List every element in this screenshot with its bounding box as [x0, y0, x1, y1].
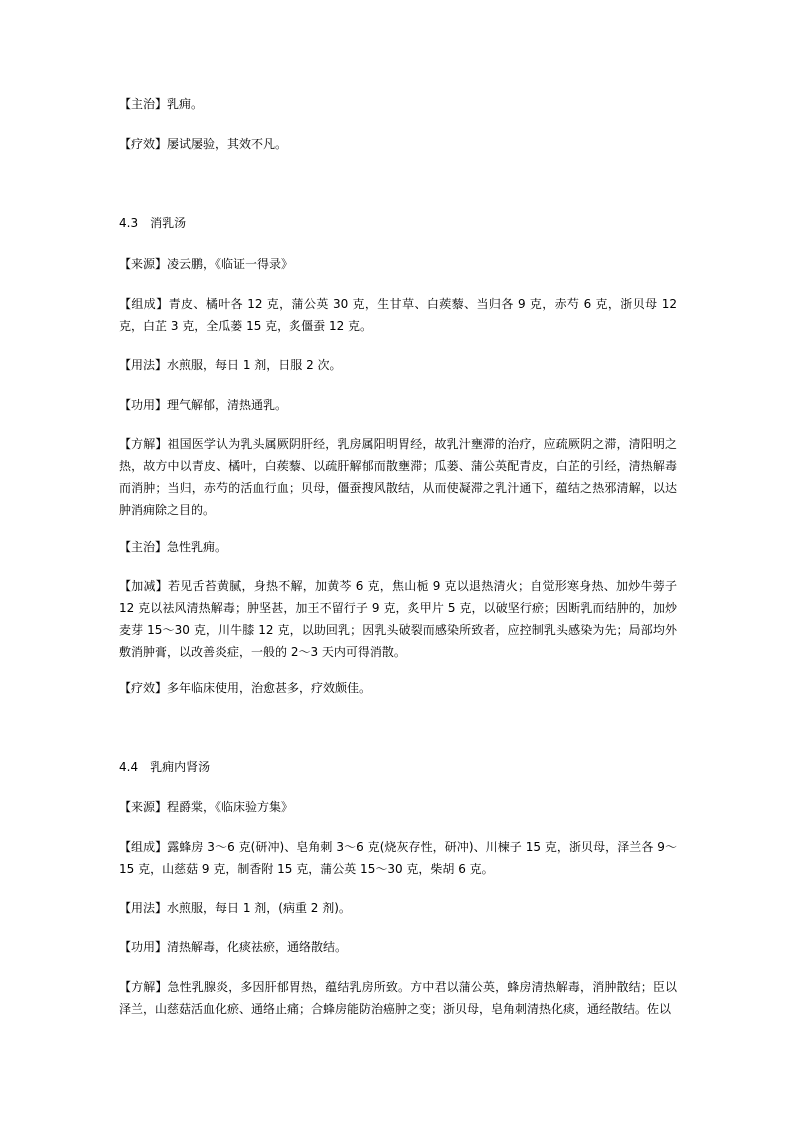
zhuzhi-paragraph: 【主治】急性乳痈。	[119, 540, 228, 554]
liaoxiao-paragraph: 【疗效】多年临床使用，治愈甚多，疗效颇佳。	[119, 681, 372, 695]
laiyuan-paragraph: 【来源】凌云鹏，《临证一得录》	[119, 257, 294, 271]
gongyong-paragraph: 【功用】理气解郁，清热通乳。	[119, 398, 288, 412]
yongfa-paragraph: 【用法】水煎服，每日 1 剂，日服 2 次。	[119, 358, 342, 372]
yongfa-paragraph: 【用法】水煎服，每日 1 剂，(病重 2 剂)。	[119, 901, 351, 915]
section-heading-4-3: 4.3 消乳汤	[119, 216, 187, 230]
zucheng-paragraph: 【组成】露蜂房 3～6 克(研冲)、皂角刺 3～6 克(烧灰存性，研冲)、川楝子 15 克，浙贝母，泽兰各 9～15 克，山慈菇 9 克，制香附 15 克，蒲公英 15～30 克，柴胡 6 克。	[119, 840, 677, 876]
liaoxiao-paragraph: 【疗效】屡试屡验，其效不凡。	[119, 137, 288, 151]
jiajian-paragraph: 【加减】若见舌苔黄腻，身热不解，加黄芩 6 克，焦山栀 9 克以退热清火；自觉形寒身热、加炒牛蒡子 12 克以祛风清热解毒；肿坚甚，加王不留行子 9 克，炙甲片 5 克，以破坚行瘀；因断乳而结肿的，加炒麦芽 15～30 克，川牛膝 12 克，以助回乳；因乳头破裂而感染所致者，应控制乳头感染为先；局部均外敷消肿膏，以改善炎症，一般的 2～3 天内可得消散。	[119, 579, 677, 659]
gongyong-paragraph: 【功用】清热解毒，化痰祛瘀，通络散结。	[119, 940, 348, 954]
zhuzhi-paragraph: 【主治】乳痈。	[119, 97, 204, 111]
zucheng-paragraph: 【组成】青皮、橘叶各 12 克，蒲公英 30 克，生甘草、白蒺藜、当归各 9 克，赤芍 6 克，浙贝母 12 克，白芷 3 克，全瓜蒌 15 克，炙僵蚕 12 克。	[119, 297, 677, 333]
section-heading-4-4: 4.4 乳痈内肾汤	[119, 760, 211, 774]
fangjie-paragraph: 【方解】祖国医学认为乳头属厥阴肝经，乳房属阳明胃经，故乳汁壅滞的治疗，应疏厥阴之滞，清阳明之热，故方中以青皮、橘叶，白蒺藜、以疏肝解郁而散壅滞；瓜蒌、蒲公英配青皮，白芷的引经，清热解毒而消肿；当归，赤芍的活血行血；贝母，僵蚕搜风散结，从而使凝滞之乳汁通下，蕴结之热邪清解，以达肿消痈除之目的。	[119, 437, 677, 517]
fangjie-paragraph: 【方解】急性乳腺炎，多因肝郁胃热，蕴结乳房所致。方中君以蒲公英，蜂房清热解毒，消肿散结；臣以泽兰，山慈菇活血化瘀、通络止痛；合蜂房能防治癌肿之变；浙贝母，皂角刺清热化痰，通经散结。佐以	[119, 980, 677, 1016]
laiyuan-paragraph: 【来源】程爵棠，《临床验方集》	[119, 800, 294, 814]
